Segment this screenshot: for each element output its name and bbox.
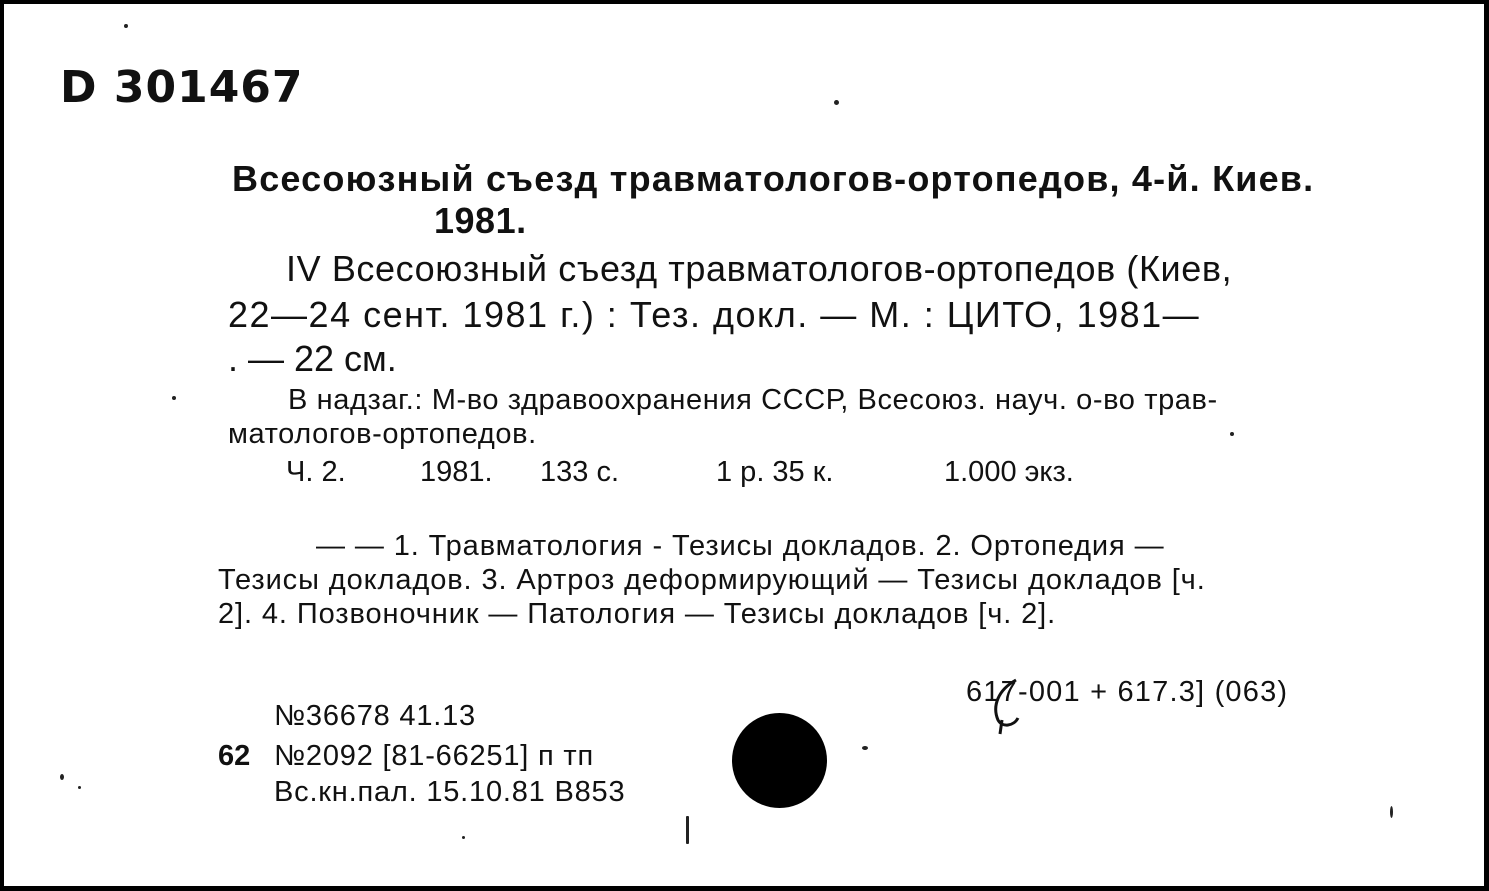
handwritten-mark-icon — [988, 676, 1024, 736]
scan-speck — [172, 396, 176, 400]
scan-speck — [862, 746, 868, 750]
scan-speck — [1390, 806, 1393, 818]
footer-line-3: Вс.кн.пал. 15.10.81 В853 — [274, 776, 626, 808]
subjects-line-2: Тезисы докладов. 3. Артроз деформирующий — Тезисы докладов [ч. — [218, 564, 1206, 596]
punch-hole — [732, 713, 827, 808]
catalog-number: D 301467 — [60, 62, 304, 113]
note-line-2: матологов-ортопедов. — [228, 418, 537, 450]
title-line-2: 22—24 сент. 1981 г.) : Тез. докл. — М. : ЦИТО, 1981— — [228, 294, 1201, 335]
scan-speck — [686, 816, 689, 844]
catalog-card — [4, 4, 1484, 886]
volume-copies: 1.000 экз. — [944, 456, 1074, 488]
scan-speck — [124, 24, 128, 28]
note-line-1: В надзаг.: М-во здравоохранения СССР, Всесоюз. науч. о-во трав- — [288, 384, 1218, 416]
heading-line-2: 1981. — [434, 200, 527, 241]
volume-pages: 133 с. — [540, 456, 619, 488]
title-line-1: IV Всесоюзный съезд травматологов-ортопедов (Киев, — [286, 248, 1233, 289]
heading-line-1: Всесоюзный съезд травматологов-ортопедов, 4-й. Киев. — [232, 158, 1315, 199]
subjects-line-1: — — 1. Травматология - Тезисы докладов. 2. Ортопедия — — [316, 530, 1165, 562]
scan-speck — [78, 786, 81, 789]
scan-speck — [1230, 432, 1234, 436]
volume-part: Ч. 2. — [286, 456, 346, 488]
scan-speck — [834, 100, 839, 105]
subjects-line-3: 2]. 4. Позвоночник — Патология — Тезисы докладов [ч. 2]. — [218, 598, 1057, 630]
footer-prefix: 62 — [218, 740, 251, 772]
volume-year: 1981. — [420, 456, 493, 488]
volume-price: 1 р. 35 к. — [716, 456, 834, 488]
footer-line-2: №2092 [81-66251] п тп — [274, 740, 594, 772]
footer-line-1: №36678 41.13 — [274, 700, 476, 732]
udc-classification: 617-001 + 617.3] (063) — [966, 676, 1289, 708]
scan-speck — [462, 836, 465, 839]
title-line-3: . — 22 см. — [228, 338, 397, 379]
scan-speck — [60, 774, 64, 780]
